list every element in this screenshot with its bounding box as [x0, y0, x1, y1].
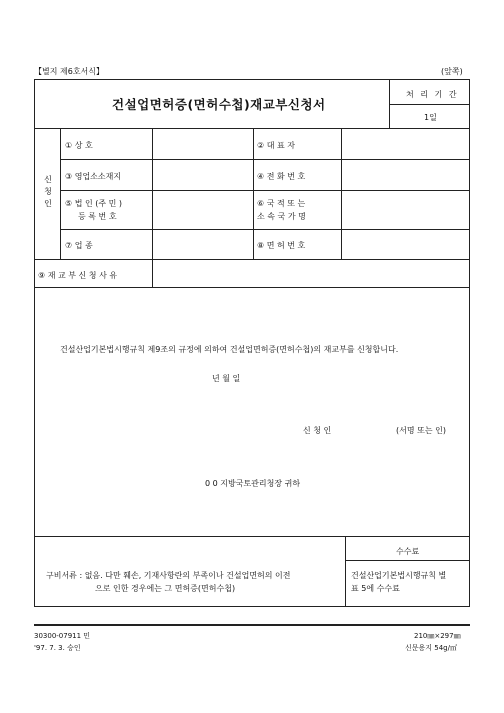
field-representative: ② 대 표 자 [257, 141, 295, 150]
divider [34, 287, 470, 288]
form-title: 건설업면허증(면허수첩)재교부신청서 [112, 97, 326, 112]
fee-line2: 표 5에 수수료 [351, 584, 400, 593]
field-phone: ④ 전 화 번 호 [257, 172, 306, 181]
divider [60, 229, 470, 230]
divider [34, 128, 470, 129]
field-nationality-line1: ⑥ 국 적 또 는 [257, 199, 306, 208]
field-business-type: ⑦ 업 종 [65, 241, 93, 250]
divider [345, 560, 470, 561]
field-registration-line2: 등 록 번 호 [78, 212, 117, 221]
paper-size: 210㎜×297㎜ [414, 632, 461, 640]
required-docs-line2: 으로 인한 경우에는 그 면허증(면허수첩) [95, 584, 236, 593]
approval-date: '97. 7. 3. 승인 [34, 644, 81, 652]
fee-line1: 건설산업기본법시행규칙 별 [351, 571, 447, 580]
field-office-address: ③ 영업소소재지 [65, 172, 122, 181]
processing-period-value: 1일 [424, 113, 437, 122]
divider [60, 190, 470, 191]
application-date: 년 월 일 [212, 374, 241, 383]
signature-note: (서명 또는 인) [396, 426, 446, 435]
divider [34, 536, 470, 537]
bottom-rule [34, 624, 470, 626]
divider [389, 104, 470, 105]
recipient: 0 0 지방국토관리청장 귀하 [205, 479, 301, 488]
field-nationality-line2: 소 속 국 가 명 [257, 212, 306, 221]
required-docs-line1: 구비서류 : 없음. 다만 훼손, 기재사항란의 부족이나 건설업면허의 이전 [46, 571, 291, 580]
form-code: 30300-07911 민 [34, 632, 91, 640]
divider [34, 259, 470, 260]
divider [60, 128, 61, 259]
divider [152, 128, 153, 287]
field-license-number: ⑧ 면 허 번 호 [257, 241, 306, 250]
divider [253, 128, 254, 259]
fee-label: 수수료 [396, 547, 420, 556]
field-trade-name: ① 상 호 [65, 141, 93, 150]
field-reissue-reason: ⑨ 재 교 부 신 청 사 유 [38, 271, 118, 280]
processing-period-label: 처 리 기 간 [406, 90, 459, 99]
divider [60, 159, 470, 160]
applicant-label: 신 청 인 [44, 175, 52, 208]
page-side: (앞쪽) [441, 67, 463, 76]
application-statement: 건설산업기본법시행규칙 제9조의 규정에 의하여 건설업면허증(면허수첩)의 재교부를 신청합니다. [60, 345, 399, 354]
paper-type: 신문용지 54g/㎡ [405, 644, 457, 652]
applicant-sign-label: 신 청 인 [303, 426, 332, 435]
divider [345, 536, 346, 607]
divider [341, 128, 342, 259]
form-number: 【별지 제6호서식】 [34, 67, 105, 76]
field-registration-line1: ⑤ 법 인 (주 민 ) [65, 199, 123, 208]
